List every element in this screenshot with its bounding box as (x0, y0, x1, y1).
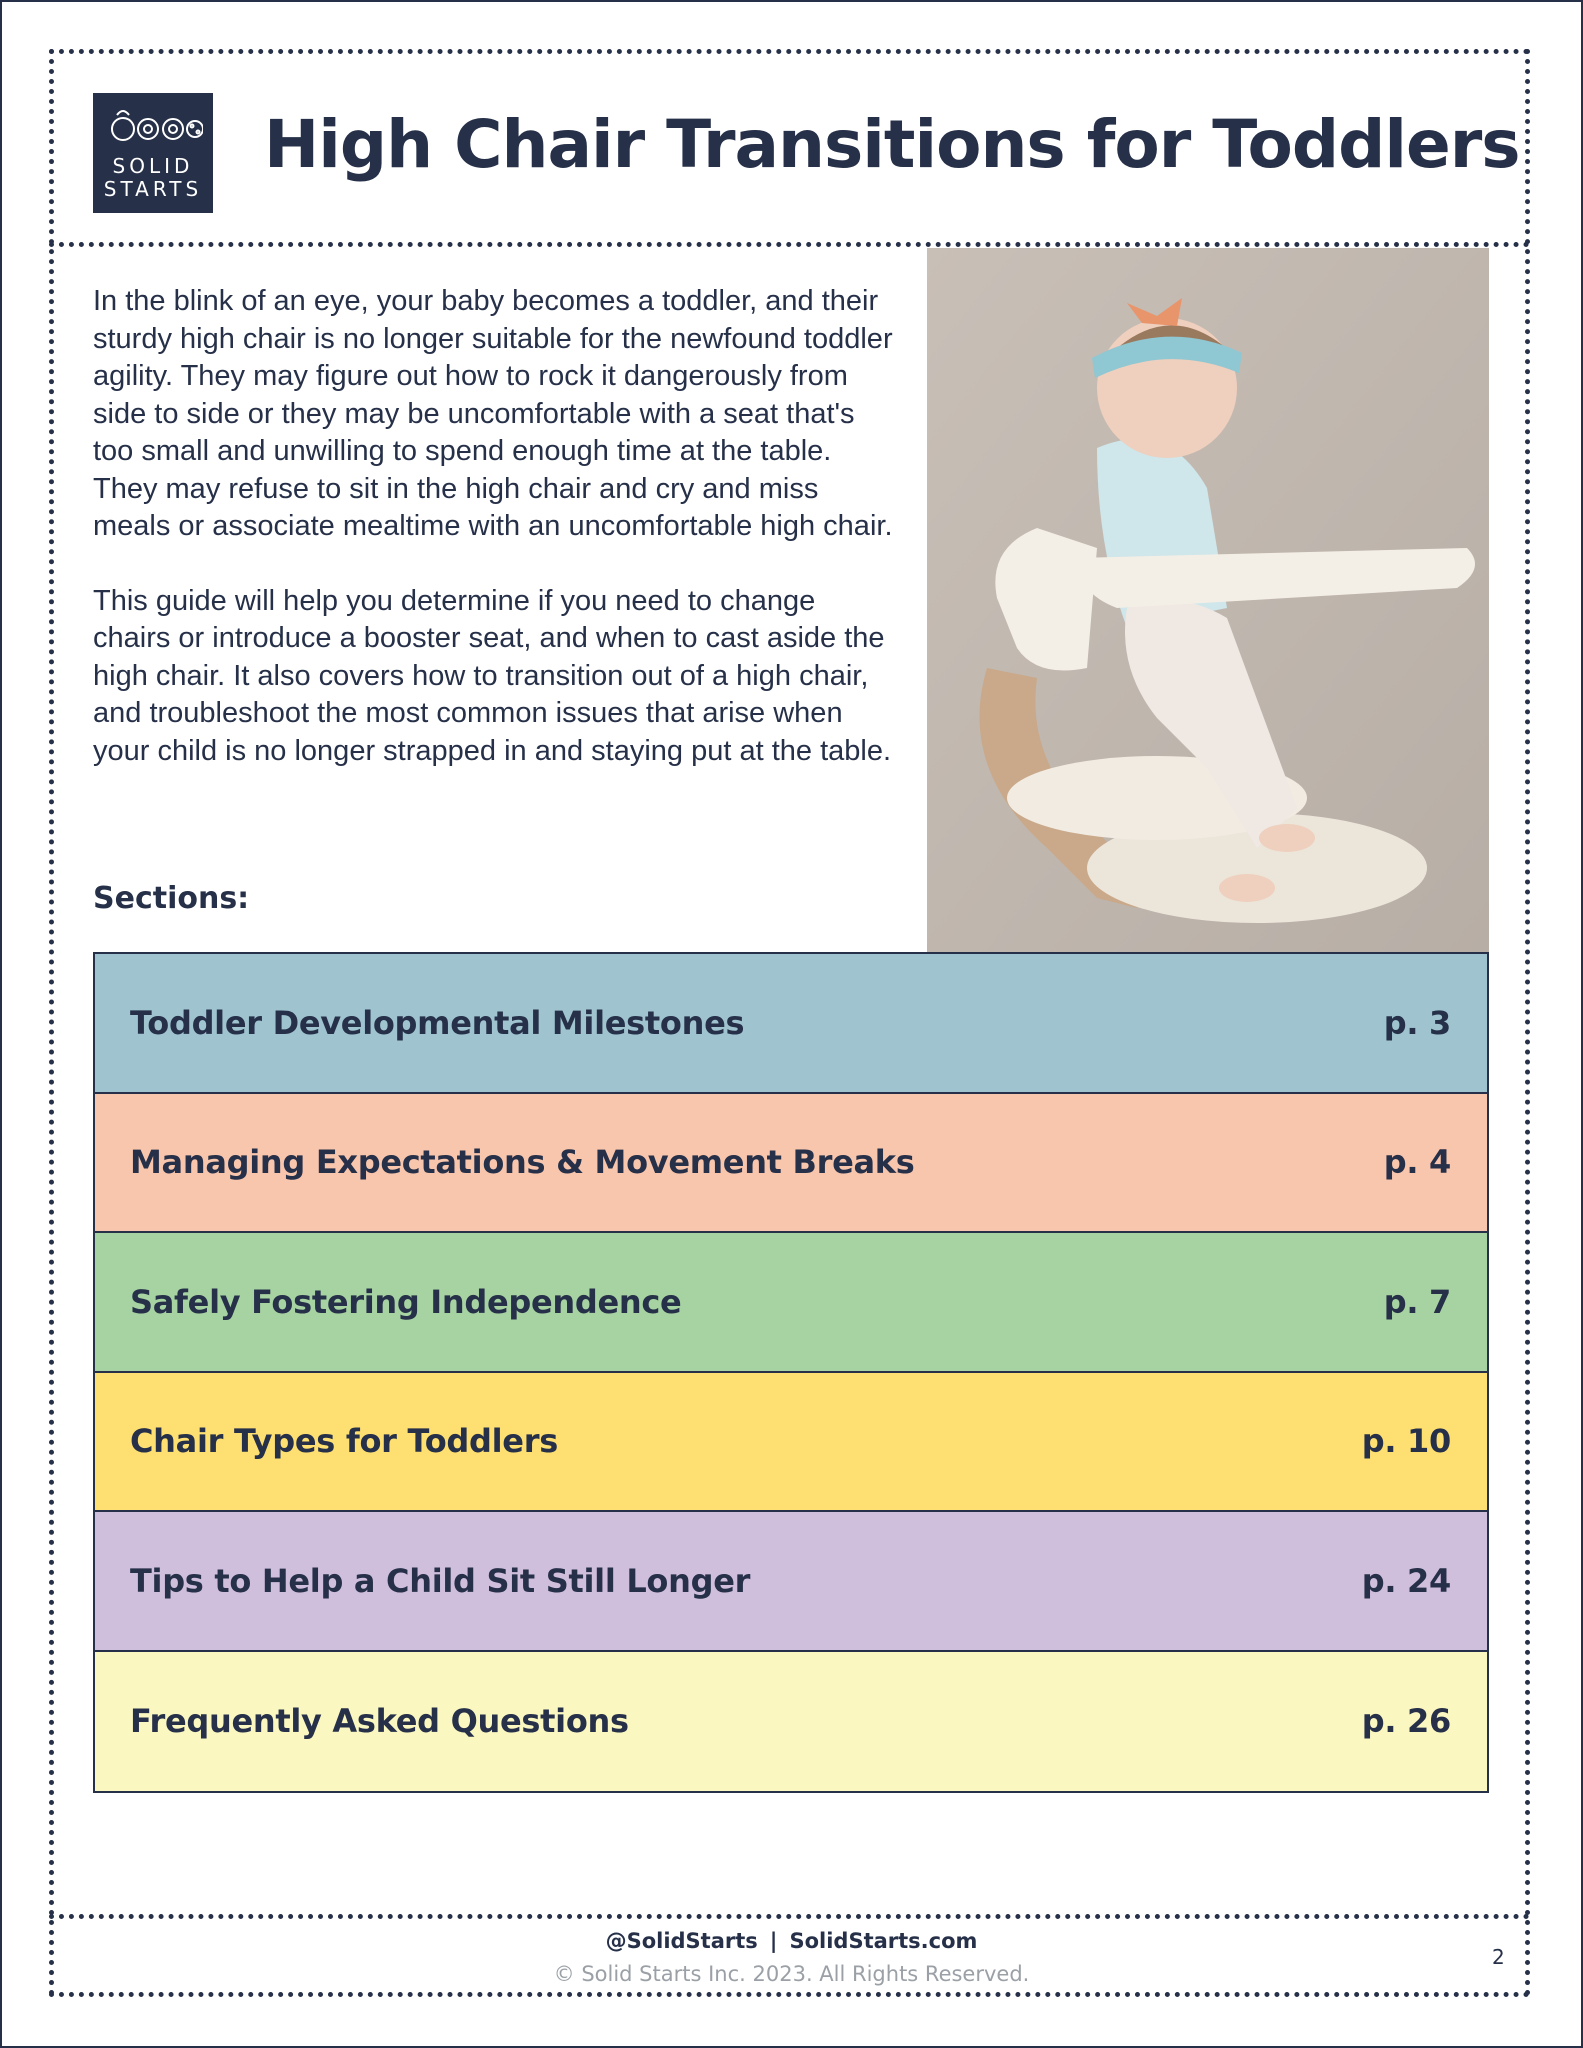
toddler-high-chair-photo (927, 248, 1489, 952)
section-label: Safely Fostering Independence (130, 1282, 682, 1321)
intro-paragraph-1: In the blink of an eye, your baby becomes a toddler, and their sturdy high chair is no longer suitable for the newfound toddler agility. They may figure out how to rock it dangerously from side to side or they may be uncomfortable with a seat that's too small and unwilling to spend enough time at the table. They may refuse to sit in the high chair and cry and miss meals or associate mealtime with an uncomfortable high chair. (93, 285, 893, 542)
section-row-tips[interactable] (95, 1512, 1487, 1652)
intro-paragraph-2: This guide will help you determine if you need to change chairs or introduce a booster seat, and when to cast aside the high chair. It also covers how to transition out of a high chair, and troubleshoot the most common issues that arise when your child is no longer strapped in and staying put at the table. (93, 584, 892, 767)
section-page: p. 4 (1383, 1143, 1451, 1182)
section-label: Frequently Asked Questions (130, 1702, 629, 1741)
section-row-independence[interactable] (95, 1233, 1487, 1373)
section-label: Chair Types for Toddlers (130, 1422, 558, 1461)
page-number: 2 (1492, 1945, 1505, 1969)
page-title: High Chair Transitions for Toddlers (264, 106, 1520, 183)
section-label: Tips to Help a Child Sit Still Longer (130, 1561, 751, 1600)
footer-links (0, 1929, 1583, 1953)
section-page: p. 3 (1383, 1003, 1451, 1042)
section-page: p. 24 (1361, 1561, 1451, 1600)
footer-separator: | (769, 1929, 778, 1953)
section-label: Toddler Developmental Milestones (130, 1003, 745, 1042)
section-row-chair-types[interactable] (95, 1373, 1487, 1513)
section-label: Managing Expectations & Movement Breaks (130, 1143, 915, 1182)
footer-divider (49, 1914, 1530, 1919)
section-page: p. 7 (1383, 1282, 1451, 1321)
section-page: p. 26 (1361, 1702, 1451, 1741)
sections-heading: Sections: (93, 881, 250, 916)
section-page: p. 10 (1361, 1422, 1451, 1461)
logo-text-line2: STARTS (103, 177, 203, 201)
sections-table (93, 952, 1489, 1793)
logo-text-line1: SOLID (112, 154, 194, 178)
copyright-text: © Solid Starts Inc. 2023. All Rights Reserved. (553, 1962, 1030, 1986)
header-divider (49, 242, 1530, 247)
social-handle-link[interactable]: @SolidStarts (605, 1929, 758, 1953)
section-row-faq[interactable] (95, 1652, 1487, 1792)
website-link[interactable]: SolidStarts.com (789, 1929, 978, 1953)
section-row-milestones[interactable] (95, 954, 1487, 1094)
solid-starts-logo (93, 93, 213, 213)
intro-text (93, 283, 893, 807)
food-icons (103, 105, 203, 145)
section-row-expectations[interactable] (95, 1094, 1487, 1234)
